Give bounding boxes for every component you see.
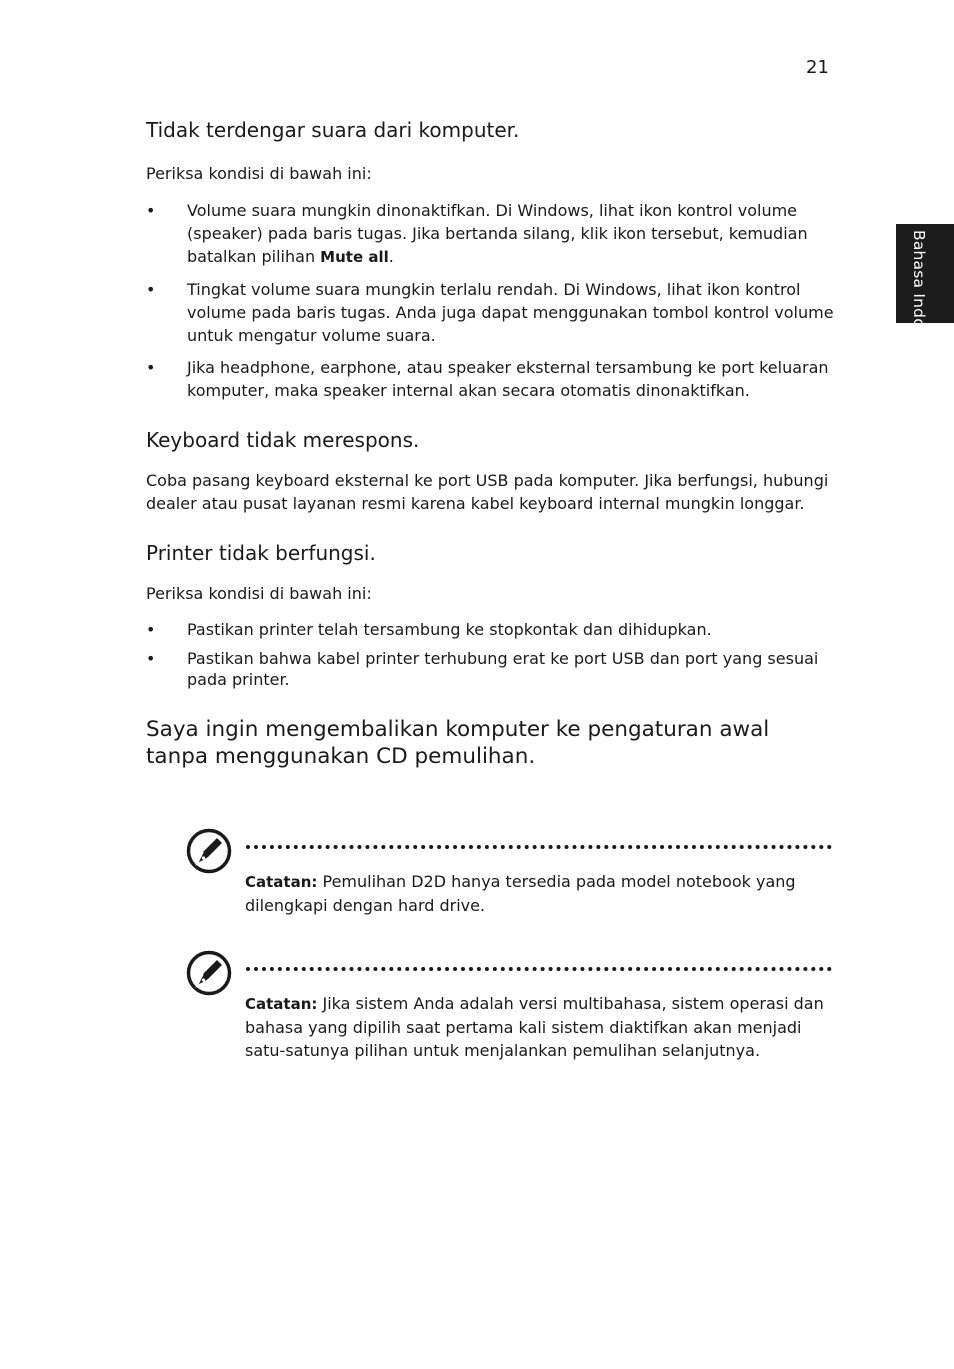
mute-all-label: Mute all: [320, 248, 389, 266]
note-body: Jika sistem Anda adalah versi multibahasa, sistem operasi dan bahasa yang dipilih saat pertama kali sistem diaktifkan akan menjadi satu-satunya pilihan untuk menjalankan pemulihan selanjutnya.: [245, 994, 824, 1060]
bullet: •: [146, 620, 156, 639]
item-text: Volume suara mungkin dinonaktifkan. Di Windows, lihat ikon kontrol volume (speaker) pada baris tugas. Jika bertanda silang, klik ikon tersebut, kemudian batalkan pilihan: [187, 201, 808, 266]
heading-no-sound: Tidak terdengar suara dari komputer.: [146, 118, 520, 142]
language-tab-label: Bahasa Indonesia: [910, 230, 928, 371]
item-text: Pastikan bahwa kabel printer terhubung erat ke port USB dan port yang sesuai pada printer.: [187, 649, 819, 689]
list-item: [146, 356, 836, 402]
bullet: •: [146, 649, 156, 668]
no-sound-list: [146, 199, 836, 402]
main-content: [146, 116, 836, 770]
bullet: •: [146, 280, 156, 299]
no-sound-intro: Periksa kondisi di bawah ini:: [146, 164, 372, 183]
language-tab: [896, 224, 954, 371]
item-text: Pastikan printer telah tersambung ke stopkontak dan dihidupkan.: [187, 620, 712, 639]
list-item: [146, 618, 836, 641]
list-item: [146, 648, 836, 690]
heading-printer: Printer tidak berfungsi.: [146, 541, 376, 565]
bullet: •: [146, 358, 156, 377]
note-body: Pemulihan D2D hanya tersedia pada model notebook yang dilengkapi dengan hard drive.: [245, 872, 796, 915]
note-text: [245, 870, 825, 917]
note-text: [245, 992, 825, 1062]
note-pen-icon: [186, 950, 232, 996]
dotted-rule: [246, 967, 832, 971]
note-label: Catatan:: [245, 995, 318, 1013]
item-text: Jika headphone, earphone, atau speaker eksternal tersambung ke port keluaran komputer, maka speaker internal akan secara otomatis dinonaktifkan.: [187, 358, 829, 400]
keyboard-body: Coba pasang keyboard eksternal ke port USB pada komputer. Jika berfungsi, hubungi dealer atau pusat layanan resmi karena kabel keyboard internal mungkin longgar.: [146, 471, 829, 513]
bullet: •: [146, 201, 156, 220]
dotted-rule: [246, 845, 832, 849]
heading-keyboard: Keyboard tidak merespons.: [146, 428, 420, 452]
item-text-end: .: [388, 247, 394, 266]
note-pen-icon: [186, 828, 232, 874]
printer-list: [146, 618, 836, 690]
list-item: [146, 278, 836, 347]
note-label: Catatan:: [245, 873, 318, 891]
page-number: 21: [806, 57, 829, 78]
list-item: [146, 199, 836, 269]
printer-intro: Periksa kondisi di bawah ini:: [146, 584, 372, 603]
item-text: Tingkat volume suara mungkin terlalu rendah. Di Windows, lihat ikon kontrol volume pada baris tugas. Anda juga dapat menggunakan tombol kontrol volume untuk mengatur volume suara.: [187, 280, 834, 345]
heading-restore: Saya ingin mengembalikan komputer ke pengaturan awal tanpa menggunakan CD pemulihan.: [146, 717, 770, 769]
